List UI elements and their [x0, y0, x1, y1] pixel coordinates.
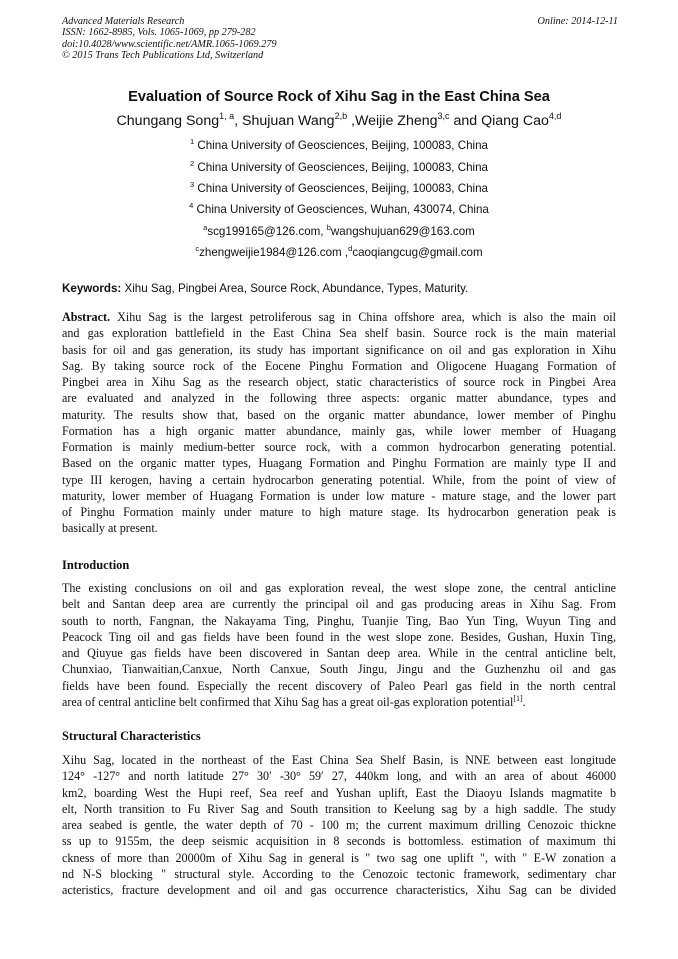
affiliation-text: China University of Geosciences, Beijing, 100083, China: [194, 139, 489, 152]
author-affiliation-mark: 1, a: [219, 111, 235, 121]
abstract-line: of Pinghu Formation mainly under mature to high mature stage. Its hydrocarbon generation peak is: [62, 505, 616, 519]
abstract-line: maturity. The results show that, based on the organic matter abundance, lower member of Pinghu: [62, 407, 616, 422]
email-mark: d: [348, 244, 353, 253]
text-line: km2, boarding West the Hupi reef, Sea reef and Yushan uplift, East the Diaoyu Islands magmatite b: [62, 785, 616, 800]
text-line: acteristics, fracture development and oil and gas occurrence characteristics, Xihu Sag can be divided: [62, 883, 616, 897]
text-line: The existing conclusions on oil and gas exploration reveal, the west slope zone, the central anticline: [62, 581, 616, 595]
abstract-line: type III kerogen, having a certain hydrocarbon generating potential. While, from the point of view of: [62, 472, 616, 487]
author-name: Weijie Zheng: [354, 113, 438, 129]
abstract-line: Based on the organic matter types, Huagang Formation and Pinghu Formation are mainly type II and: [62, 456, 616, 471]
affiliation-text: China University of Geosciences, Beijing, 100083, China: [194, 182, 489, 195]
author-separator: ,: [347, 113, 355, 129]
email-address[interactable]: wangshujuan629@163.com: [330, 225, 475, 238]
text-line: and Qiuyue gas fields have been discovered in Santan deep area. While in the central anticline belt,: [62, 646, 616, 660]
author-list: [0, 113, 678, 129]
text-line: [62, 694, 616, 710]
affiliation-line: [0, 161, 678, 174]
keywords-label: Keywords:: [62, 282, 122, 295]
email-address[interactable]: zhengweijie1984@126.com ,: [199, 246, 349, 259]
author-affiliation-mark: 4,d: [548, 111, 562, 121]
introduction-paragraph: [62, 580, 616, 710]
abstract-line: and gas exploration battlefield in the East China Sea shelf basin. Source rock is the main material: [62, 326, 616, 341]
email-mark: a: [203, 223, 208, 232]
abstract-line: are evaluated and analyzed in the following three aspects: organic matter abundance, types and: [62, 391, 616, 406]
affiliation-text: China University of Geosciences, Beijing, 100083, China: [194, 161, 489, 174]
abstract-line: basis for oil and gas generation, its study has important significance on oil and gas exploration in Xihu: [62, 342, 616, 357]
structural-paragraph: [62, 752, 616, 898]
email-mark: b: [326, 223, 331, 232]
citation-link[interactable]: [1]: [513, 693, 523, 703]
abstract-text: Xihu Sag is the largest petroliferous sag in China offshore area, which is also the main oil: [110, 310, 616, 324]
author-name: Qiang Cao: [481, 113, 549, 129]
text-line: Xihu Sag, located in the northeast of the East China Sea Shelf Basin, is NNE between east longitude: [62, 753, 616, 767]
email-address[interactable]: caoqiangcug@gmail.com: [352, 246, 483, 259]
text-line: nd N-S blocking " structural style. According to the Cenozoic tectonic framework, sedimentary char: [62, 866, 616, 881]
email-line: [0, 246, 678, 259]
email-mark: c: [195, 244, 200, 253]
author-name: Shujuan Wang: [242, 113, 335, 129]
abstract-label: Abstract.: [62, 310, 111, 324]
abstract: [62, 309, 616, 537]
abstract-line: basically at present.: [62, 521, 158, 536]
text-line: Peacock Ting oil and gas fields have been found in the west slope zone. Besides, Gushan, Huxin Ting,: [62, 629, 616, 644]
text-fragment: area of central anticline belt confirmed that Xihu Sag has a great oil-gas exploration potential: [62, 694, 514, 709]
affiliation-line: [0, 182, 678, 195]
email-line: [0, 225, 678, 238]
author-affiliation-mark: 2,b: [334, 111, 348, 121]
affiliation-number: 2: [189, 159, 195, 168]
abstract-line: Sag. By taking source rock of the Eocene Pinghu Formation and Oligocene Huagang Formation of: [62, 358, 616, 373]
affiliation-line: [0, 139, 678, 152]
text-line: area seabed is gentle, the water depth of 70 - 100 m; the current maximum drilling Cenozoic thickne: [62, 818, 616, 832]
affiliation-text: China University of Geosciences, Wuhan, 430074, China: [193, 203, 489, 216]
text-line: ss up to 9155m, the deep seismic acquisition in 8 seconds is bottomless. estimation of maximum thi: [62, 834, 616, 849]
affiliation-number: 3: [189, 180, 195, 189]
text-line: elt, North transition to Fu River Sag and South transition to Keelung sag by a high saddle. The study: [62, 801, 616, 816]
doi-line: doi:10.4028/www.scientific.net/AMR.1065-1069.279: [62, 38, 277, 50]
text-line: belt and Santan deep area are currently the principal oil and gas producing areas in Xihu Sag. From: [62, 597, 616, 612]
issn-line: ISSN: 1662-8985, Vols. 1065-1069, pp 279-282: [62, 27, 256, 39]
keywords: [62, 282, 468, 295]
author-affiliation-mark: 3,c: [437, 111, 450, 121]
affiliation-number: 4: [189, 201, 194, 210]
author-separator: ,: [234, 113, 243, 129]
journal-name: Advanced Materials Research: [62, 16, 185, 27]
section-heading-introduction: Introduction: [62, 558, 130, 572]
email-address[interactable]: scg199165@126.com,: [207, 225, 327, 238]
paper-title: Evaluation of Source Rock of Xihu Sag in the East China Sea: [128, 89, 550, 105]
section-heading-structural: Structural Characteristics: [62, 729, 201, 743]
abstract-line: Formation is mainly medium-better source rock, with a common hydrocarbon generating potential.: [62, 440, 616, 454]
keywords-text: Xihu Sag, Pingbei Area, Source Rock, Abundance, Types, Maturity.: [121, 282, 469, 295]
text-line: Chunxiao, Tianwaitian,Canxue, North Canxue, South Jingu, Jingu and the Guzhenzhu oil and gas: [62, 662, 616, 677]
abstract-line: [62, 309, 616, 325]
journal-header: [62, 16, 618, 62]
affiliation-line: [0, 203, 678, 216]
author-separator: and: [449, 113, 482, 129]
author-name: Chungang Song: [116, 113, 220, 129]
text-line: 124° -127° and north latitude 27° 30′ -30° 59′ 27, 440km long, and with an area of about 46000: [62, 769, 616, 784]
text-fragment: .: [522, 694, 526, 709]
text-line: ckness of more than 20000m of Xihu Sag in general is " two sag one uplift ", with " E-W zonation a: [62, 850, 616, 865]
abstract-line: Pingbei area in Xihu Sag as the research object, static characteristics of source rock in Pingbei Area: [62, 375, 616, 389]
copyright-line: © 2015 Trans Tech Publications Ltd, Switzerland: [62, 50, 264, 62]
abstract-line: maturity, lower member of Huagang Formation is under low mature - mature stage, and the lower part: [62, 488, 616, 503]
text-line: fields have been found. Especially the recent discovery of Paleo Pearl gas field in the north central: [62, 678, 616, 693]
online-date: Online: 2014-12-11: [537, 16, 618, 27]
abstract-line: Formation has a high organic matter abundance, mainly gas, while lower member of Huagang: [62, 423, 616, 438]
text-line: south to north, Fangnan, the Nakayama Ting, Pinghu, Tuanjie Ting, Bao Yun Ting, Wuyun Ting and: [62, 613, 616, 628]
affiliation-number: 1: [189, 137, 195, 146]
